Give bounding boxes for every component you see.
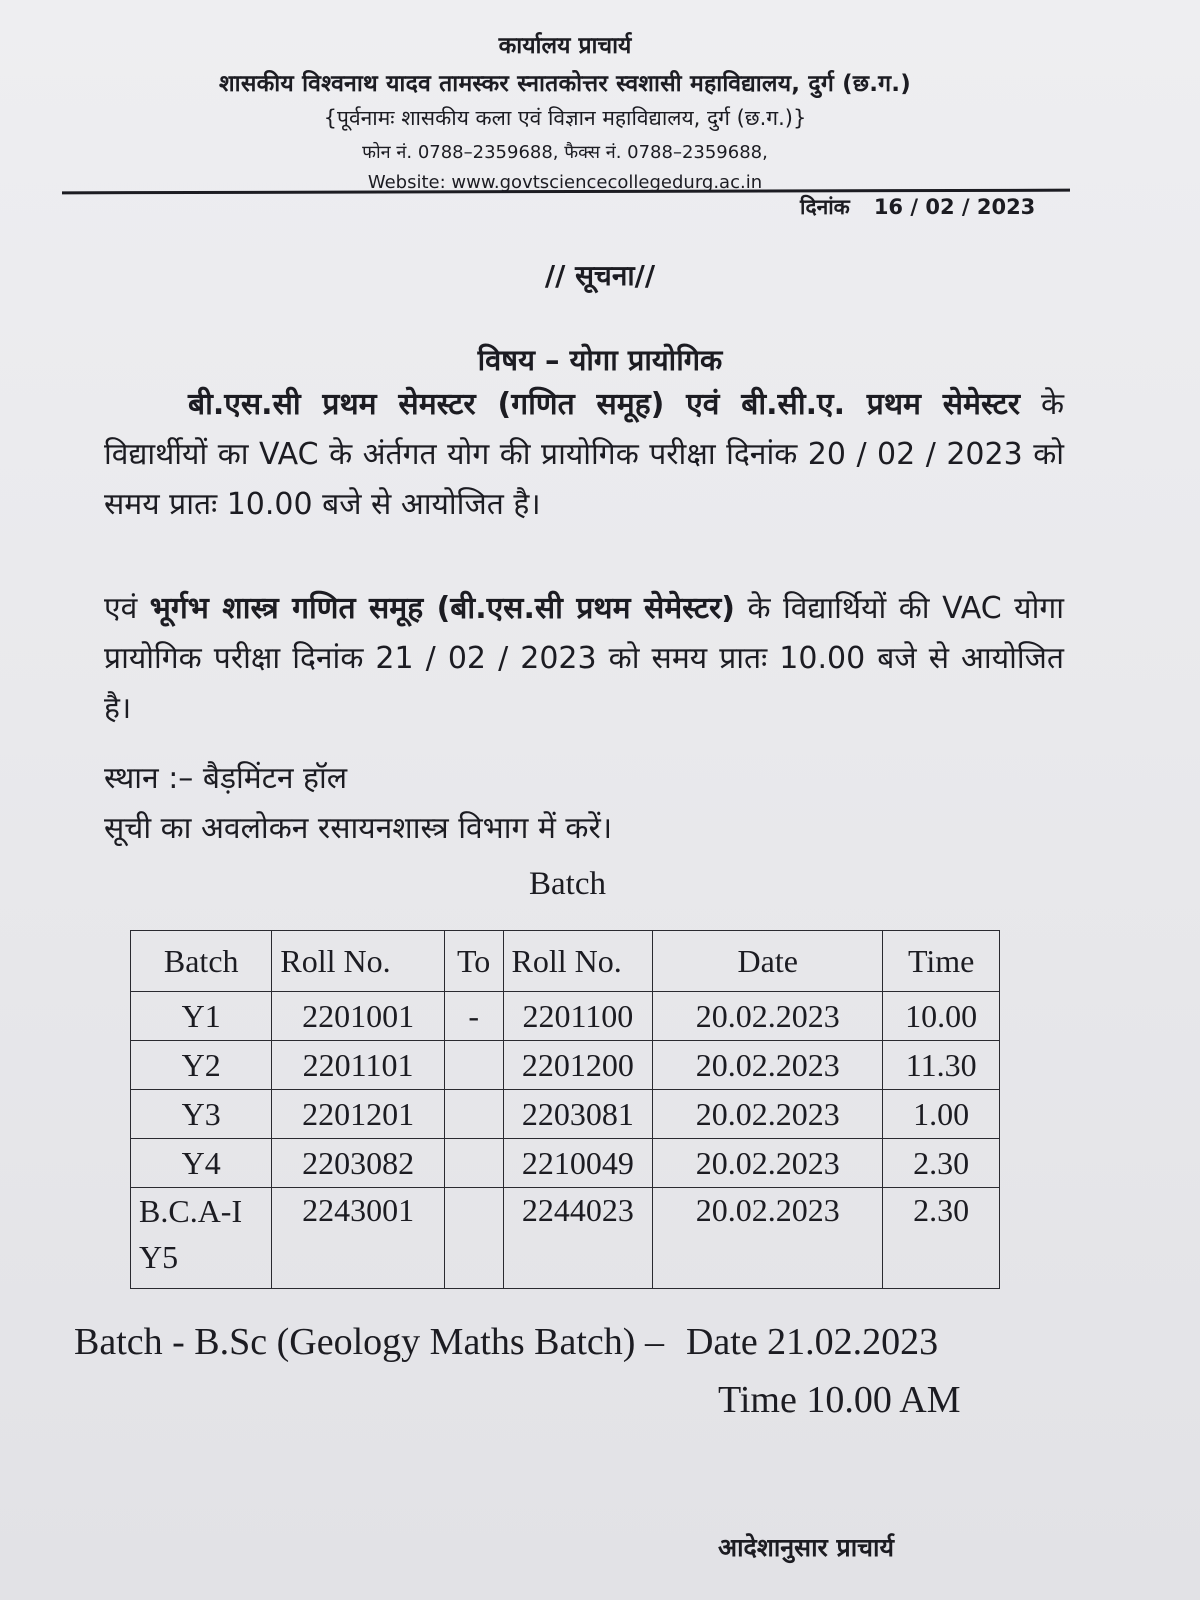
table-row bbox=[131, 1041, 1000, 1090]
cell-to bbox=[444, 1090, 503, 1139]
cell-batch: Y3 bbox=[131, 1090, 272, 1139]
cell-date: 20.02.2023 bbox=[653, 1139, 883, 1188]
table-row bbox=[131, 992, 1000, 1041]
date-label: दिनांक bbox=[800, 195, 850, 219]
paragraph-second-start: एवं bbox=[104, 591, 150, 626]
header-time: Time bbox=[883, 931, 1000, 992]
geology-batch-date: Date 21.02.2023 bbox=[685, 1321, 939, 1363]
table-row bbox=[131, 1090, 1000, 1139]
cell-roll-to: 2210049 bbox=[503, 1139, 653, 1188]
cell-date: 20.02.2023 bbox=[653, 1041, 883, 1090]
cell-roll-from: 2201101 bbox=[272, 1041, 444, 1090]
batch-heading: Batch bbox=[529, 866, 606, 902]
notice-title: // सूचना// bbox=[544, 259, 656, 292]
cell-time: 11.30 bbox=[883, 1041, 1000, 1090]
cell-batch: Y2 bbox=[131, 1041, 272, 1090]
cell-roll-to: 2203081 bbox=[503, 1090, 653, 1139]
geology-batch-text: Batch - B.Sc (Geology Maths Batch) – bbox=[74, 1321, 664, 1363]
cell-date: 20.02.2023 bbox=[653, 1188, 883, 1289]
former-name: {पूर्वनामः शासकीय कला एवं विज्ञान महाविद्यालय, दुर्ग (छ.ग.)} bbox=[323, 106, 807, 130]
cell-batch: Y1 bbox=[131, 992, 272, 1041]
paragraph-second-exam bbox=[104, 584, 1064, 734]
cell-to bbox=[444, 1041, 503, 1090]
cell-roll-to: 2201200 bbox=[503, 1041, 653, 1090]
cell-to bbox=[444, 1188, 503, 1289]
list-note: सूची का अवलोकन रसायनशास्त्र विभाग में करें। bbox=[104, 811, 613, 846]
website: Website: www.govtsciencecollegedurg.ac.in bbox=[367, 172, 763, 193]
cell-roll-from: 2201201 bbox=[272, 1090, 444, 1139]
cell-time: 2.30 bbox=[883, 1188, 1000, 1289]
cell-to bbox=[444, 1139, 503, 1188]
cell-to: - bbox=[444, 992, 503, 1041]
office-title: कार्यालय प्राचार्य bbox=[498, 33, 632, 59]
geology-batch-time: Time 10.00 AM bbox=[718, 1379, 961, 1421]
cell-batch: Y4 bbox=[131, 1139, 272, 1188]
signature-line: आदेशानुसार प्राचार्य bbox=[718, 1533, 895, 1562]
cell-batch bbox=[131, 1188, 272, 1289]
paragraph-second-bold: भूर्गभ शास्त्र गणित समूह (बी.एस.सी प्रथम सेमेस्टर) bbox=[149, 591, 735, 626]
cell-date: 20.02.2023 bbox=[653, 1090, 883, 1139]
table-header-row bbox=[131, 931, 1000, 992]
date-value: 16 / 02 / 2023 bbox=[873, 195, 1036, 219]
cell-roll-from: 2203082 bbox=[272, 1139, 444, 1188]
venue: स्थान :– बैड़मिंटन हॉल bbox=[104, 761, 348, 796]
header-date: Date bbox=[653, 931, 883, 992]
header-to: To bbox=[444, 931, 503, 992]
cell-time: 2.30 bbox=[883, 1139, 1000, 1188]
header-batch: Batch bbox=[131, 931, 272, 992]
paragraph-second-rest: के विद्यार्थियों की VAC योगा प्रायोगिक परीक्षा दिनांक 21 / 02 / 2023 को समय प्रातः 10.00 बजे से आयोजित है। bbox=[104, 591, 1064, 726]
contact-numbers: फोन नं. 0788–2359688, फैक्स नं. 0788–2359688, bbox=[362, 142, 768, 163]
paragraph-first-exam bbox=[104, 380, 1064, 530]
table-row bbox=[131, 1139, 1000, 1188]
geology-batch-line bbox=[74, 1320, 938, 1364]
cell-roll-to: 2244023 bbox=[503, 1188, 653, 1289]
paragraph-first-rest: के विद्यार्थीयों का VAC के अंर्तगत योग की प्रायोगिक परीक्षा दिनांक 20 / 02 / 2023 को समय प्रातः 10.00 बजे से आयोजित है। bbox=[104, 387, 1065, 522]
cell-batch-line2: Y5 bbox=[139, 1239, 179, 1275]
cell-roll-to: 2201100 bbox=[503, 992, 653, 1041]
cell-time: 10.00 bbox=[883, 992, 1000, 1041]
cell-batch-line1: B.C.A-I bbox=[139, 1193, 243, 1229]
header-roll-from: Roll No. bbox=[272, 931, 444, 992]
cell-date: 20.02.2023 bbox=[653, 992, 883, 1041]
college-name: शासकीय विश्वनाथ यादव तामस्कर स्नातकोत्तर स्वशासी महाविद्यालय, दुर्ग (छ.ग.) bbox=[219, 71, 911, 97]
cell-roll-from: 2243001 bbox=[272, 1188, 444, 1289]
letterhead bbox=[60, 28, 1070, 193]
notice-date bbox=[800, 193, 1035, 221]
batch-table bbox=[130, 930, 1000, 1289]
cell-time: 1.00 bbox=[883, 1090, 1000, 1139]
header-roll-to: Roll No. bbox=[503, 931, 653, 992]
table-row bbox=[131, 1188, 1000, 1289]
paragraph-first-bold: बी.एस.सी प्रथम सेमस्टर (गणित समूह) एवं बी.सी.ए. प्रथम सेमेस्टर bbox=[188, 387, 1021, 422]
subject-line: विषय – योगा प्रायोगिक bbox=[477, 343, 723, 377]
cell-roll-from: 2201001 bbox=[272, 992, 444, 1041]
